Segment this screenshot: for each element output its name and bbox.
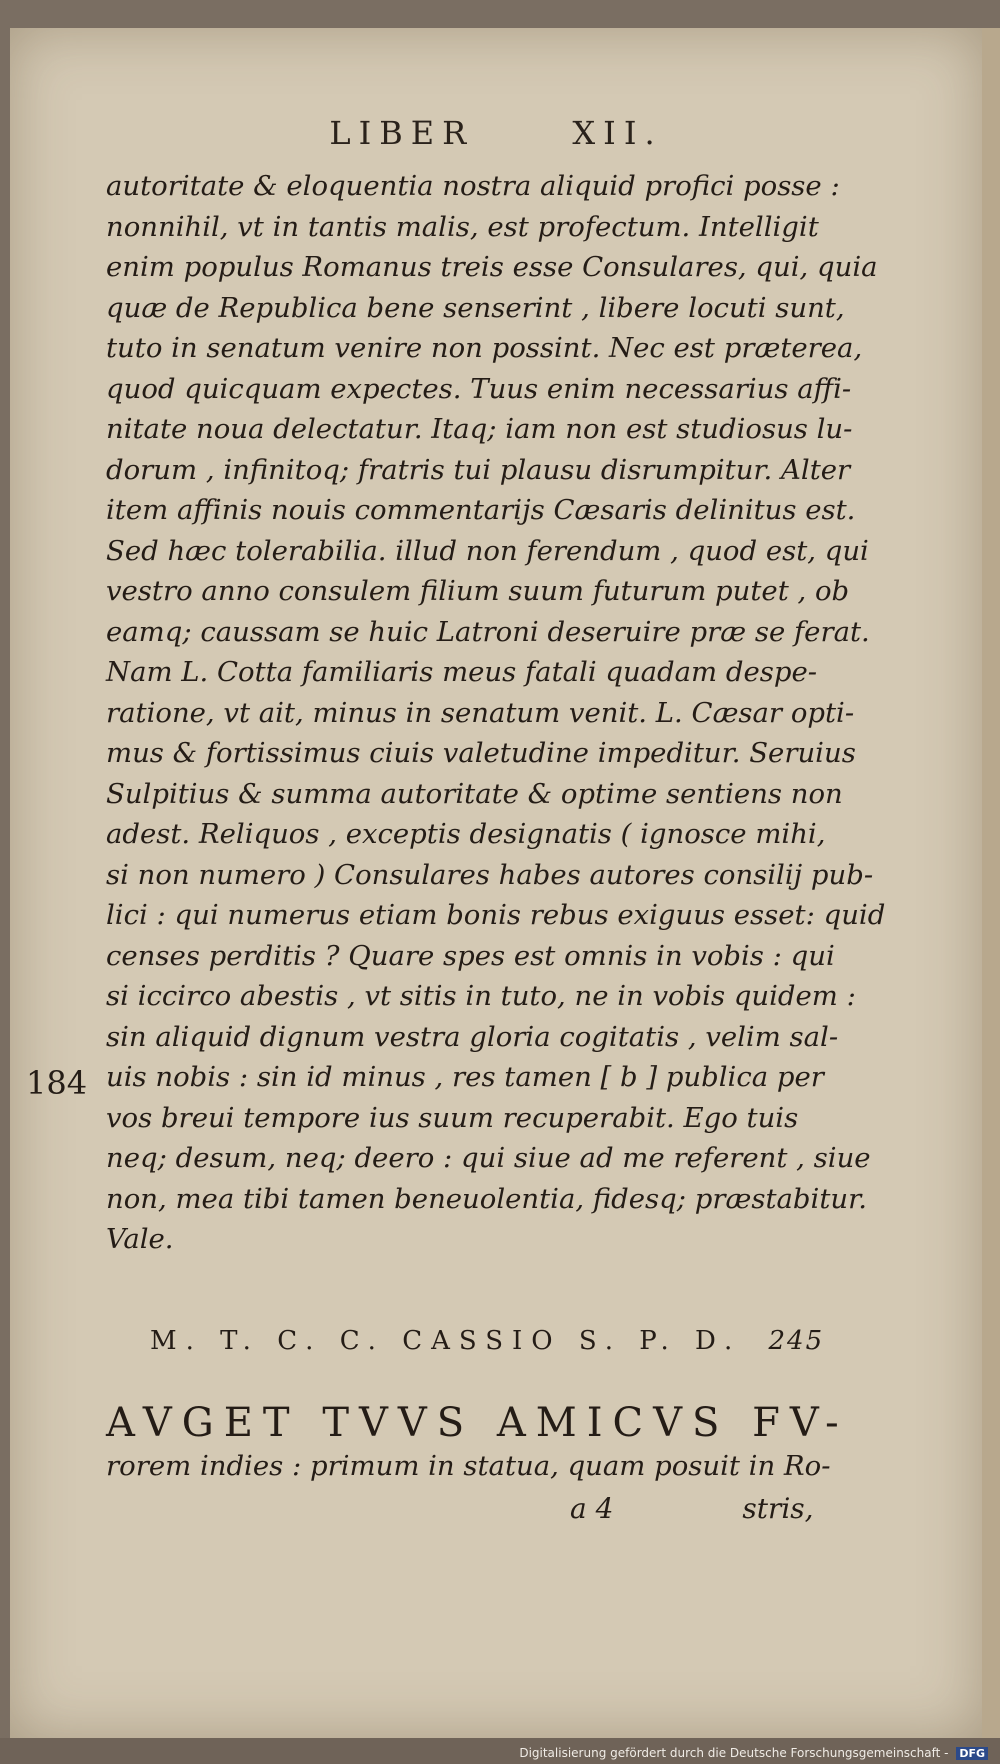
text-line: mus & fortissimus ciuis valetudine impeditur. Seruius [106,737,856,769]
text-line: Nam L. Cotta familiaris meus fatali quadam despe- [106,656,818,688]
footer-band [0,1738,1000,1764]
text-line: censes perditis ? Quare spes est omnis in vobis : qui [106,939,835,972]
signature-mark: a 4 [570,1492,614,1525]
text-line: enim populus Romanus treis esse Consulares, qui, quia [106,251,878,283]
salutation-text: M. T. C. C. CASSIO S. P. D. [150,1326,742,1356]
text-line: nitate noua delectatur. Itaq; iam non est studiosus lu- [106,413,853,445]
text-line: tuto in senatum venire non possint. Nec est præterea, [106,332,863,364]
text-line: adest. Reliquos , exceptis designatis ( ignosce mihi, [106,818,826,850]
text-line: vestro anno consulem filium suum futurum putet , ob [106,575,850,607]
text-line: Vale. [106,1223,174,1255]
text-line: eamq; caussam se huic Latroni deseruire præ se ferat. [106,615,870,648]
book-page [10,28,982,1738]
text-line: item affinis nouis commentarijs Cæsaris delinitus est. [106,494,856,526]
letter-number: 245 [768,1326,825,1356]
catchline [570,1492,814,1525]
page-edge [982,28,1000,1738]
text-line: lici : qui numerus etiam bonis rebus exiguus esset: quid [106,899,886,931]
letter-salutation [150,1326,824,1356]
text-line: neq; desum, neq; deero : qui siue ad me referent , siue [106,1142,871,1174]
header-book-number: XII. [572,114,663,152]
dfg-logo: DFG [956,1747,988,1760]
text-line: uis nobis : sin id minus , res tamen [ b ] publica per [106,1061,824,1093]
margin-number: 184 [26,1064,88,1102]
text-line: sin aliquid dignum vestra gloria cogitatis , velim sal- [106,1020,839,1053]
text-line: si iccirco abestis , vt sitis in tuto, ne in vobis quidem : [106,980,856,1012]
text-line: Sed hæc tolerabilia. illud non ferendum , quod est, qui [106,534,869,567]
running-header [10,114,982,152]
digitization-credit [519,1746,988,1760]
next-letter [106,1400,886,1486]
text-line: ratione, vt ait, minus in senatum venit. L. Cæsar opti- [106,696,855,729]
text-line: quod quicquam expectes. Tuus enim necessarius affi- [106,372,852,405]
next-letter-opening: AVGET TVVS AMICVS FV- [106,1400,849,1446]
header-liber: LIBER [329,114,475,152]
text-line: non, mea tibi tamen beneuolentia, fidesq; præstabitur. [106,1182,867,1215]
text-line: quæ de Republica bene senserint , libere locuti sunt, [106,291,845,324]
next-letter-continuation: rorem indies : primum in statua, quam posuit in Ro- [106,1450,831,1482]
text-line: dorum , infinitoq; fratris tui plausu disrumpitur. Alter [106,453,851,486]
text-line: vos breui tempore ius suum recuperabit. Ego tuis [106,1101,799,1134]
catchword: stris, [742,1492,814,1525]
text-line: autoritate & eloquentia nostra aliquid profici posse : [106,170,840,202]
text-line: si non numero ) Consulares habes autores consilij pub- [106,858,874,891]
text-line: nonnihil, vt in tantis malis, est profectum. Intelligit [106,210,819,243]
letter-body [106,166,886,1260]
credit-text: Digitalisierung gefördert durch die Deutsche Forschungsgemeinschaft - [519,1746,949,1760]
text-line: Sulpitius & summa autoritate & optime sentiens non [106,777,843,810]
